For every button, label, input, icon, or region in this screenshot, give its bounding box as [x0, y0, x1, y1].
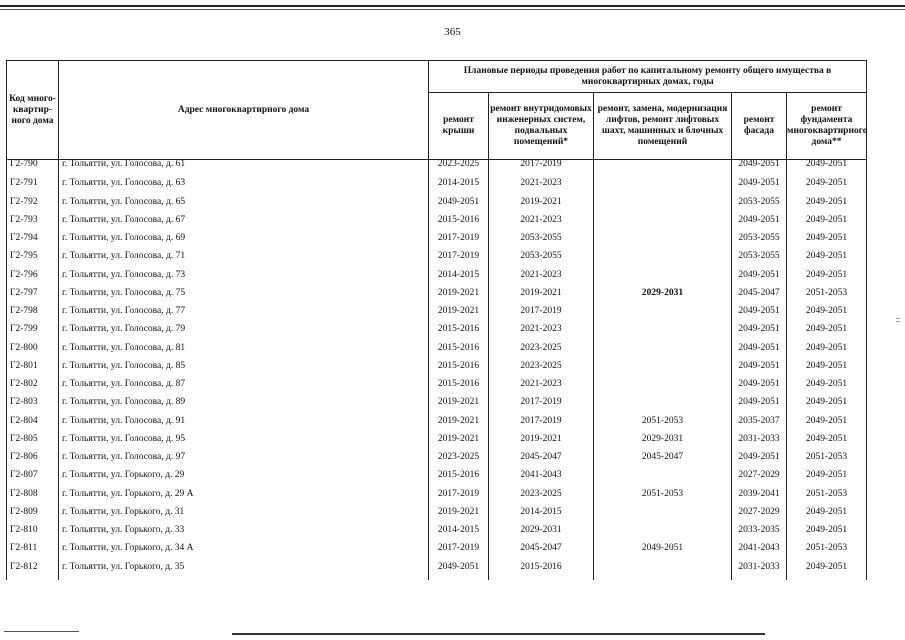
- cell-foundation: 2049-2051: [787, 233, 867, 251]
- cell-engineering: 2045-2047: [489, 452, 594, 470]
- cell-elevators: 2049-2051: [594, 543, 732, 561]
- cell-engineering: 2019-2021: [489, 288, 594, 306]
- cell-code: Г2-794: [7, 233, 59, 251]
- top-rule: [0, 5, 905, 7]
- cell-elevators: [594, 343, 732, 361]
- header-address: Адрес многоквартирного дома: [59, 61, 429, 160]
- cell-foundation: 2049-2051: [787, 507, 867, 525]
- cell-elevators: [594, 324, 732, 342]
- cell-roof: 2019-2021: [429, 306, 489, 324]
- cell-address: г. Тольятти, ул. Голосова, д. 91: [59, 416, 429, 434]
- cell-foundation: 2051-2053: [787, 543, 867, 561]
- table-row: [7, 324, 867, 342]
- cell-foundation: 2049-2051: [787, 178, 867, 196]
- table-row: [7, 507, 867, 525]
- cell-facade: 2049-2051: [732, 397, 787, 415]
- cell-code: Г2-800: [7, 343, 59, 361]
- header-elevators: ремонт, замена, модернизация лифтов, ремонт лифтовых шахт, машинных и блочных помещений: [594, 93, 732, 160]
- table-row: [7, 452, 867, 470]
- table-row: [7, 543, 867, 561]
- cell-roof: 2017-2019: [429, 233, 489, 251]
- bottom-rule: [232, 633, 765, 635]
- cell-code: Г2-790: [7, 160, 59, 179]
- cell-engineering: 2029-2031: [489, 525, 594, 543]
- cell-roof: 2017-2019: [429, 543, 489, 561]
- cell-engineering: 2017-2019: [489, 397, 594, 415]
- cell-code: Г2-792: [7, 197, 59, 215]
- table-row: [7, 470, 867, 488]
- cell-roof: 2019-2021: [429, 416, 489, 434]
- table-row: [7, 197, 867, 215]
- table-row: [7, 397, 867, 415]
- cell-code: Г2-803: [7, 397, 59, 415]
- cell-code: Г2-806: [7, 452, 59, 470]
- table-row: [7, 343, 867, 361]
- cell-roof: 2015-2016: [429, 215, 489, 233]
- cell-facade: 2049-2051: [732, 306, 787, 324]
- cell-address: г. Тольятти, ул. Горького, д. 35: [59, 562, 429, 580]
- cell-address: г. Тольятти, ул. Голосова, д. 77: [59, 306, 429, 324]
- cell-foundation: 2049-2051: [787, 434, 867, 452]
- table-header: [7, 61, 867, 160]
- cell-address: г. Тольятти, ул. Голосова, д. 87: [59, 379, 429, 397]
- cell-address: г. Тольятти, ул. Голосова, д. 89: [59, 397, 429, 415]
- cell-address: г. Тольятти, ул. Голосова, д. 71: [59, 251, 429, 269]
- cell-roof: 2015-2016: [429, 361, 489, 379]
- header-engineering: ремонт внутридомовых инженерных систем, подвальных помещений*: [489, 93, 594, 160]
- table-row: [7, 178, 867, 196]
- table-row: [7, 361, 867, 379]
- table-row: [7, 379, 867, 397]
- cell-elevators: [594, 215, 732, 233]
- cell-elevators: [594, 379, 732, 397]
- cell-engineering: 2045-2047: [489, 543, 594, 561]
- cell-elevators: [594, 397, 732, 415]
- cell-address: г. Тольятти, ул. Голосова, д. 79: [59, 324, 429, 342]
- cell-engineering: 2041-2043: [489, 470, 594, 488]
- cell-address: г. Тольятти, ул. Голосова, д. 95: [59, 434, 429, 452]
- cell-address: г. Тольятти, ул. Горького, д. 29 А: [59, 489, 429, 507]
- cell-engineering: 2023-2025: [489, 343, 594, 361]
- cell-foundation: 2049-2051: [787, 525, 867, 543]
- cell-code: Г2-802: [7, 379, 59, 397]
- cell-address: г. Тольятти, ул. Голосова, д. 69: [59, 233, 429, 251]
- cell-engineering: 2021-2023: [489, 215, 594, 233]
- cell-foundation: 2049-2051: [787, 306, 867, 324]
- cell-elevators: 2029-2031: [594, 288, 732, 306]
- top-rule-thin: [0, 9, 905, 10]
- cell-elevators: [594, 306, 732, 324]
- cell-facade: 2049-2051: [732, 379, 787, 397]
- cell-elevators: [594, 562, 732, 580]
- cell-facade: 2041-2043: [732, 543, 787, 561]
- cell-roof: 2015-2016: [429, 324, 489, 342]
- table-row: [7, 270, 867, 288]
- margin-mark: [896, 321, 900, 322]
- cell-code: Г2-799: [7, 324, 59, 342]
- cell-facade: 2049-2051: [732, 270, 787, 288]
- table-row: [7, 434, 867, 452]
- cell-facade: 2045-2047: [732, 288, 787, 306]
- header-foundation: ремонт фундамента многоквартирного дома**: [787, 93, 867, 160]
- cell-code: Г2-796: [7, 270, 59, 288]
- cell-roof: 2019-2021: [429, 507, 489, 525]
- cell-address: г. Тольятти, ул. Голосова, д. 97: [59, 452, 429, 470]
- table-row: [7, 489, 867, 507]
- header-roof: ремонт крыши: [429, 93, 489, 160]
- cell-facade: 2027-2029: [732, 507, 787, 525]
- cell-facade: 2027-2029: [732, 470, 787, 488]
- header-periods-group: Плановые периоды проведения работ по капитальному ремонту общего имущества в многоквартирных домах, годы: [429, 61, 867, 93]
- table-row: [7, 416, 867, 434]
- cell-facade: 2039-2041: [732, 489, 787, 507]
- cell-elevators: [594, 470, 732, 488]
- cell-foundation: 2049-2051: [787, 270, 867, 288]
- cell-roof: 2015-2016: [429, 379, 489, 397]
- cell-engineering: 2017-2019: [489, 306, 594, 324]
- cell-code: Г2-805: [7, 434, 59, 452]
- cell-facade: 2049-2051: [732, 178, 787, 196]
- capital-repair-table: [6, 60, 867, 580]
- cell-roof: 2019-2021: [429, 288, 489, 306]
- table-row: [7, 215, 867, 233]
- cell-address: г. Тольятти, ул. Голосова, д. 63: [59, 178, 429, 196]
- cell-code: Г2-801: [7, 361, 59, 379]
- cell-facade: 2053-2055: [732, 197, 787, 215]
- cell-elevators: [594, 270, 732, 288]
- cell-foundation: 2049-2051: [787, 470, 867, 488]
- cell-code: Г2-807: [7, 470, 59, 488]
- cell-address: г. Тольятти, ул. Голосова, д. 75: [59, 288, 429, 306]
- table-row: [7, 288, 867, 306]
- cell-roof: 2015-2016: [429, 470, 489, 488]
- cell-roof: 2023-2025: [429, 160, 489, 179]
- cell-facade: 2031-2033: [732, 562, 787, 580]
- cell-elevators: [594, 525, 732, 543]
- table-row: [7, 306, 867, 324]
- cell-roof: 2014-2015: [429, 270, 489, 288]
- cell-elevators: 2045-2047: [594, 452, 732, 470]
- cell-facade: 2049-2051: [732, 343, 787, 361]
- cell-roof: 2019-2021: [429, 397, 489, 415]
- cell-foundation: 2049-2051: [787, 379, 867, 397]
- table-row: [7, 160, 867, 179]
- page-number: 365: [444, 26, 461, 38]
- cell-elevators: [594, 251, 732, 269]
- cell-foundation: 2049-2051: [787, 324, 867, 342]
- cell-address: г. Тольятти, ул. Горького, д. 29: [59, 470, 429, 488]
- cell-elevators: 2051-2053: [594, 416, 732, 434]
- cell-code: Г2-810: [7, 525, 59, 543]
- cell-address: г. Тольятти, ул. Голосова, д. 85: [59, 361, 429, 379]
- cell-address: г. Тольятти, ул. Голосова, д. 65: [59, 197, 429, 215]
- cell-roof: 2049-2051: [429, 197, 489, 215]
- cell-foundation: 2049-2051: [787, 397, 867, 415]
- cell-foundation: 2049-2051: [787, 197, 867, 215]
- cell-roof: 2015-2016: [429, 343, 489, 361]
- cell-elevators: [594, 507, 732, 525]
- cell-foundation: 2049-2051: [787, 251, 867, 269]
- cell-facade: 2049-2051: [732, 215, 787, 233]
- cell-foundation: 2049-2051: [787, 343, 867, 361]
- cell-roof: 2014-2015: [429, 525, 489, 543]
- cell-facade: 2053-2055: [732, 251, 787, 269]
- cell-engineering: 2021-2023: [489, 324, 594, 342]
- cell-facade: 2049-2051: [732, 160, 787, 179]
- cell-roof: 2049-2051: [429, 562, 489, 580]
- cell-foundation: 2049-2051: [787, 215, 867, 233]
- cell-engineering: 2017-2019: [489, 160, 594, 179]
- cell-facade: 2033-2035: [732, 525, 787, 543]
- cell-roof: 2017-2019: [429, 489, 489, 507]
- cell-roof: 2014-2015: [429, 178, 489, 196]
- cell-engineering: 2023-2025: [489, 361, 594, 379]
- bottom-mark-line: [4, 631, 79, 632]
- table-row: [7, 525, 867, 543]
- cell-foundation: 2049-2051: [787, 160, 867, 179]
- cell-roof: 2017-2019: [429, 251, 489, 269]
- cell-engineering: 2019-2021: [489, 197, 594, 215]
- cell-engineering: 2021-2023: [489, 379, 594, 397]
- cell-code: Г2-804: [7, 416, 59, 434]
- margin-mark: [896, 318, 900, 319]
- cell-foundation: 2051-2053: [787, 489, 867, 507]
- table-body: [7, 160, 867, 580]
- cell-address: г. Тольятти, ул. Голосова, д. 61: [59, 160, 429, 179]
- cell-code: Г2-808: [7, 489, 59, 507]
- table-row: [7, 251, 867, 269]
- cell-address: г. Тольятти, ул. Голосова, д. 81: [59, 343, 429, 361]
- cell-engineering: 2015-2016: [489, 562, 594, 580]
- cell-engineering: 2021-2023: [489, 270, 594, 288]
- cell-foundation: 2049-2051: [787, 416, 867, 434]
- cell-elevators: [594, 233, 732, 251]
- cell-facade: 2035-2037: [732, 416, 787, 434]
- cell-facade: 2053-2055: [732, 233, 787, 251]
- header-code: Код много-квартир-ного дома: [7, 61, 59, 160]
- cell-foundation: 2051-2053: [787, 452, 867, 470]
- cell-elevators: [594, 178, 732, 196]
- cell-code: Г2-812: [7, 562, 59, 580]
- header-facade: ремонт фасада: [732, 93, 787, 160]
- cell-code: Г2-793: [7, 215, 59, 233]
- table-row: [7, 562, 867, 580]
- cell-engineering: 2017-2019: [489, 416, 594, 434]
- cell-engineering: 2014-2015: [489, 507, 594, 525]
- cell-code: Г2-811: [7, 543, 59, 561]
- table-row: [7, 233, 867, 251]
- cell-code: Г2-809: [7, 507, 59, 525]
- cell-engineering: 2053-2055: [489, 233, 594, 251]
- cell-code: Г2-798: [7, 306, 59, 324]
- cell-code: Г2-797: [7, 288, 59, 306]
- cell-engineering: 2021-2023: [489, 178, 594, 196]
- cell-address: г. Тольятти, ул. Голосова, д. 73: [59, 270, 429, 288]
- cell-code: Г2-795: [7, 251, 59, 269]
- cell-address: г. Тольятти, ул. Горького, д. 34 А: [59, 543, 429, 561]
- cell-address: г. Тольятти, ул. Горького, д. 31: [59, 507, 429, 525]
- cell-elevators: [594, 197, 732, 215]
- cell-facade: 2049-2051: [732, 361, 787, 379]
- cell-elevators: 2051-2053: [594, 489, 732, 507]
- cell-address: г. Тольятти, ул. Горького, д. 33: [59, 525, 429, 543]
- cell-foundation: 2049-2051: [787, 361, 867, 379]
- cell-facade: 2031-2033: [732, 434, 787, 452]
- cell-engineering: 2023-2025: [489, 489, 594, 507]
- cell-engineering: 2019-2021: [489, 434, 594, 452]
- cell-foundation: 2049-2051: [787, 562, 867, 580]
- cell-elevators: [594, 160, 732, 179]
- cell-facade: 2049-2051: [732, 324, 787, 342]
- cell-code: Г2-791: [7, 178, 59, 196]
- cell-foundation: 2051-2053: [787, 288, 867, 306]
- cell-elevators: 2029-2031: [594, 434, 732, 452]
- cell-roof: 2023-2025: [429, 452, 489, 470]
- cell-facade: 2049-2051: [732, 452, 787, 470]
- cell-elevators: [594, 361, 732, 379]
- cell-roof: 2019-2021: [429, 434, 489, 452]
- cell-address: г. Тольятти, ул. Голосова, д. 67: [59, 215, 429, 233]
- cell-engineering: 2053-2055: [489, 251, 594, 269]
